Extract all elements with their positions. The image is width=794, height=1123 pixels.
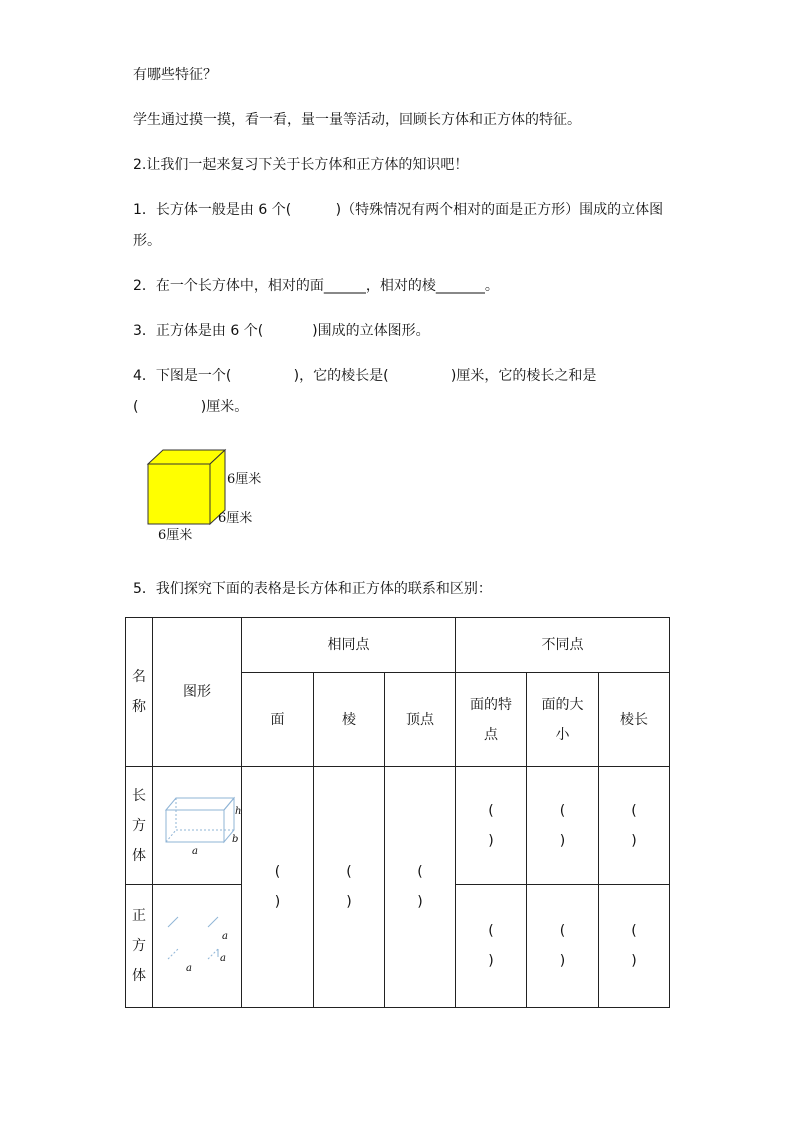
cube-label-width: 6厘米 [158, 528, 193, 543]
question-1-line-2: 形。 [133, 233, 161, 249]
header-figure: 图形 [153, 618, 242, 767]
cube-label-depth: 6厘米 [218, 511, 253, 526]
question-3: 3．正方体是由 6 个( )围成的立体图形。 [133, 323, 430, 339]
header-same: 相同点 [242, 618, 456, 673]
subheader-face: 面 [242, 673, 314, 767]
cell-cube-face-feature[interactable]: ( ) [456, 885, 527, 1008]
cube-figure-cell [153, 885, 242, 1008]
text-intro-question: 有哪些特征？ [133, 67, 217, 83]
cuboid-figure-cell [153, 767, 242, 885]
text-review-heading: 2.让我们一起来复习下关于长方体和正方体的知识吧！ [133, 157, 469, 173]
cell-cube-face-size[interactable]: ( ) [527, 885, 599, 1008]
header-diff: 不同点 [456, 618, 670, 673]
cell-cube-edge-length[interactable]: ( ) [599, 885, 670, 1008]
cell-edge-answer[interactable]: ( ) [314, 767, 385, 1008]
question-1-line-1: 1．长方体一般是由 6 个( )（特殊情况有两个相对的面是正方形）围成的立体图 [133, 202, 664, 218]
cube-fig-label-a1: a [222, 930, 228, 942]
row-label-cube: 正方体 [126, 885, 153, 1008]
subheader-edge: 棱 [314, 673, 385, 767]
comparison-table [125, 617, 670, 1008]
question-5: 5．我们探究下面的表格是长方体和正方体的联系和区别： [133, 581, 492, 597]
subheader-edge-length: 棱长 [599, 673, 670, 767]
question-4-line-2: ( )厘米。 [133, 399, 249, 415]
cuboid-label-a: a [192, 846, 198, 857]
cell-vertex-answer[interactable]: ( ) [385, 767, 456, 1008]
cell-cuboid-face-size[interactable]: ( ) [527, 767, 599, 885]
text-activity: 学生通过摸一摸，看一看，量一量等活动，回顾长方体和正方体的特征。 [133, 112, 581, 128]
cube-fig-label-a3: a [186, 962, 192, 974]
question-2: 2．在一个长方体中，相对的面______，相对的棱_______。 [133, 278, 499, 294]
question-4-line-1: 4．下图是一个( )，它的棱长是( )厘米，它的棱长之和是 [133, 368, 597, 384]
cube-figure [130, 440, 290, 550]
cube-label-height: 6厘米 [227, 472, 262, 487]
cell-face-answer[interactable]: ( ) [242, 767, 314, 1008]
subheader-face-size: 面的大小 [527, 673, 599, 767]
header-name: 名称 [126, 618, 153, 767]
cuboid-label-h: h [235, 806, 242, 817]
subheader-face-feature: 面的特点 [456, 673, 527, 767]
cuboid-diagram [154, 780, 240, 860]
cube-fig-label-a2: a [220, 952, 226, 964]
cuboid-label-b: b [232, 834, 239, 845]
subheader-vertex: 顶点 [385, 673, 456, 767]
cell-cuboid-face-feature[interactable]: ( ) [456, 767, 527, 885]
cube-front-face [148, 464, 210, 524]
row-label-cuboid: 长方体 [126, 767, 153, 885]
cube-diagram [154, 901, 240, 981]
cell-cuboid-edge-length[interactable]: ( ) [599, 767, 670, 885]
